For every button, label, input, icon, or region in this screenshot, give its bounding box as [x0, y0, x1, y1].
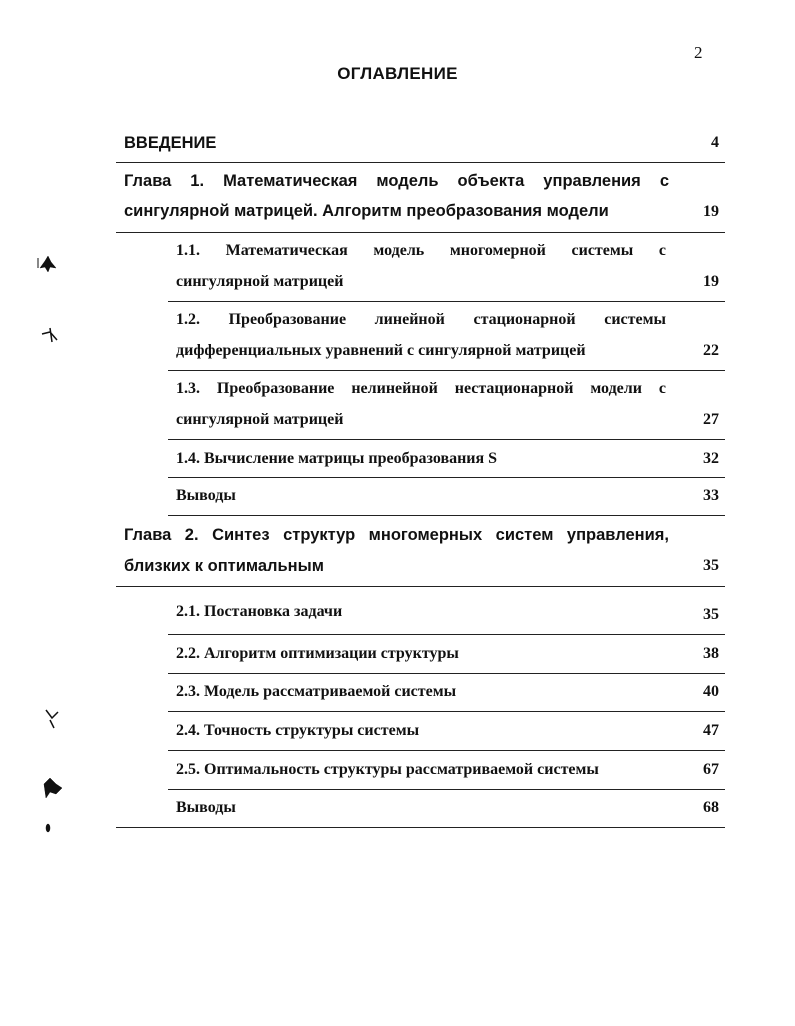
entry-page: 19 — [703, 273, 719, 290]
entry-page: 38 — [703, 645, 719, 662]
entry-label: 2.2. Алгоритм оптимизации структуры — [176, 645, 459, 662]
divider — [116, 827, 725, 828]
divider — [168, 711, 725, 712]
page-number: 2 — [694, 43, 703, 62]
entry-page: 35 — [703, 557, 719, 574]
entry-page: 68 — [703, 799, 719, 816]
entry-label: 2.4. Точность структуры системы — [176, 722, 420, 739]
entry-label: Выводы — [176, 487, 236, 504]
divider — [168, 789, 725, 790]
entry-label-line1: Глава 1. Математическая модель объекта управления с — [124, 172, 669, 190]
entry-label: Выводы — [176, 799, 236, 816]
entry-label-line1: Глава 2. Синтез структур многомерных систем управления, — [124, 526, 669, 544]
divider — [168, 673, 725, 674]
entry-page: 40 — [703, 683, 719, 700]
divider — [116, 232, 725, 233]
entry-label: 1.4. Вычисление матрицы преобразования S — [176, 450, 498, 467]
scan-artifacts — [30, 250, 70, 850]
divider — [116, 162, 725, 163]
entry-label-line2: сингулярной матрицей — [176, 411, 344, 428]
entry-page: 47 — [703, 722, 719, 739]
entry-page: 22 — [703, 342, 719, 359]
divider — [168, 370, 725, 371]
entry-page: 19 — [703, 203, 719, 220]
entry-page: 32 — [703, 450, 719, 467]
divider — [168, 301, 725, 302]
entry-label-line2: близких к оптимальным — [124, 557, 324, 575]
entry-label-line2: сингулярной матрицей — [176, 273, 344, 290]
entry-label: 2.3. Модель рассматриваемой системы — [176, 683, 457, 700]
divider — [116, 586, 725, 587]
entry-page: 4 — [711, 134, 719, 151]
entry-page: 35 — [703, 606, 719, 623]
divider — [168, 634, 725, 635]
entry-label-line1: 1.1. Математическая модель многомерной системы с — [176, 242, 666, 259]
divider — [168, 515, 725, 516]
entry-label: 2.5. Оптимальность структуры рассматриваемой системы — [176, 761, 599, 778]
entry-label-line1: 1.3. Преобразование нелинейной нестационарной модели с — [176, 380, 666, 397]
divider — [168, 477, 725, 478]
entry-label-line1: 1.2. Преобразование линейной стационарной системы — [176, 311, 666, 328]
divider — [168, 439, 725, 440]
entry-page: 27 — [703, 411, 719, 428]
entry-page: 33 — [703, 487, 719, 504]
page-title: ОГЛАВЛЕНИЕ — [337, 64, 458, 83]
entry-label: ВВЕДЕНИЕ — [124, 134, 217, 152]
entry-label-line2: дифференциальных уравнений с сингулярной матрицей — [176, 342, 586, 359]
divider — [168, 750, 725, 751]
entry-page: 67 — [703, 761, 719, 778]
entry-label: 2.1. Постановка задачи — [176, 603, 343, 620]
entry-label-line2: сингулярной матрицей. Алгоритм преобразования модели — [124, 202, 609, 220]
